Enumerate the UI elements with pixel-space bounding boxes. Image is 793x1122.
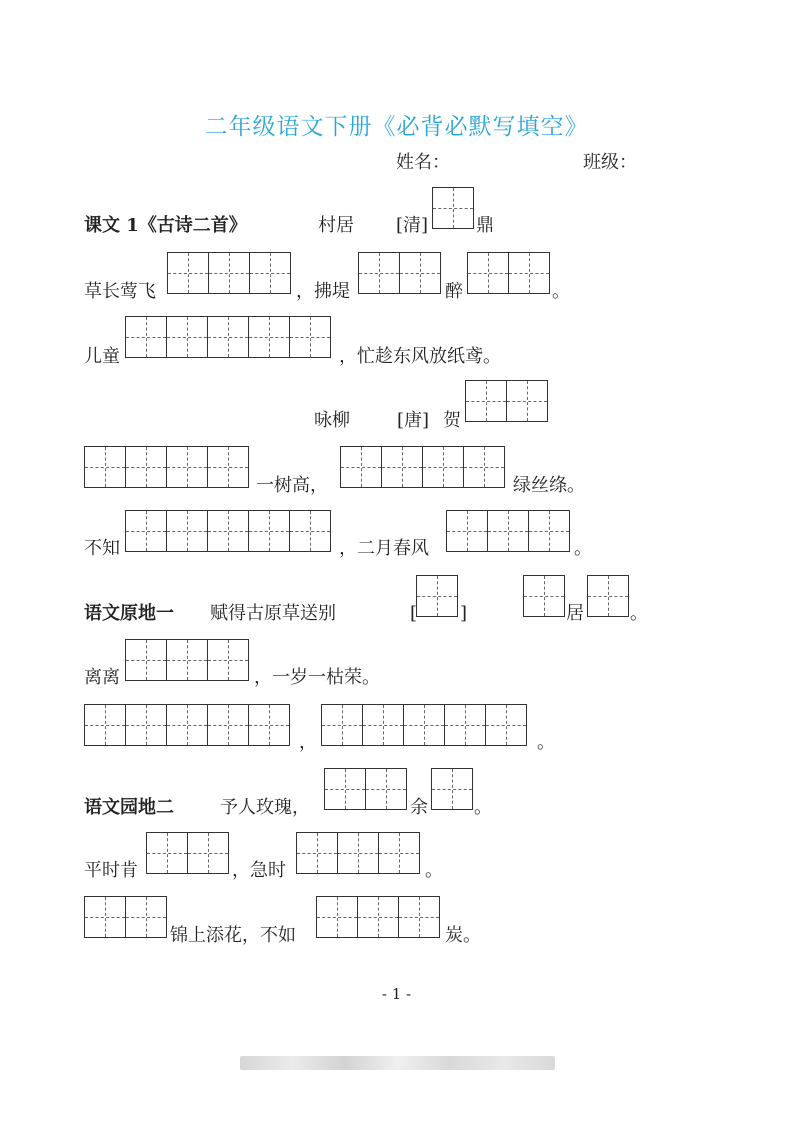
class-label: 班级： [583,152,637,173]
line-text: 。 [474,797,492,818]
blank-grid[interactable] [84,704,290,746]
blank-cell[interactable] [431,768,473,810]
blank-cell[interactable] [507,380,548,422]
blank-cell[interactable] [399,896,440,938]
page-title: 二年级语文下册《必背必默写填空》 [204,114,589,140]
blank-grid[interactable] [316,896,440,938]
blank-cell[interactable] [188,832,229,874]
blank-grid[interactable] [416,575,458,617]
line-text: 炭。 [445,925,481,946]
blank-cell[interactable] [126,704,167,746]
poem-title-fude: 赋得古原草送别 [210,603,336,624]
line-text: 草长莺飞 [84,281,156,302]
blank-cell[interactable] [249,316,290,358]
blank-grid[interactable] [84,446,249,488]
blank-grid[interactable] [467,252,550,294]
dynasty-tang: [唐] [397,410,430,431]
line-text: 锦上添花，不如 [170,925,296,946]
blank-cell[interactable] [488,510,529,552]
blank-cell[interactable] [290,510,331,552]
line-text: ，忙趁东风放纸鸢。 [339,346,501,367]
blank-cell[interactable] [167,510,208,552]
blank-grid[interactable] [432,187,474,229]
blank-cell[interactable] [382,446,423,488]
blank-cell[interactable] [125,639,167,681]
section-heading-3: 语文园地二 [84,797,174,818]
blank-grid[interactable] [84,896,167,938]
section-heading-1: 课文 1《古诗二首》 [84,215,247,236]
line-text: 。 [537,732,555,753]
line-text: 平时肯 [84,860,138,881]
blank-cell[interactable] [404,704,445,746]
blank-cell[interactable] [167,316,208,358]
blank-cell[interactable] [84,704,126,746]
dynasty-qing: [清] [396,215,429,236]
blank-cell[interactable] [509,252,550,294]
author-head: 贺 [443,410,461,431]
blank-cell[interactable] [208,639,249,681]
blank-cell[interactable] [486,704,527,746]
blank-grid[interactable] [125,316,331,358]
section-heading-2: 语文原地一 [84,603,174,624]
blank-cell[interactable] [208,316,249,358]
blank-cell[interactable] [324,768,366,810]
blank-cell[interactable] [423,446,464,488]
page-number: - 1 - [381,985,412,1003]
line-text: 。 [630,603,648,624]
name-label: 姓名： [396,152,450,173]
blank-grid[interactable] [125,510,331,552]
line-text: 离离 [84,667,120,688]
blank-grid[interactable] [167,252,291,294]
blank-grid[interactable] [146,832,229,874]
blank-cell[interactable] [249,704,290,746]
author-tail-ju: 居 [566,603,584,624]
line-text: 。 [552,281,570,302]
blank-cell[interactable] [400,252,441,294]
line-text: 余 [410,797,428,818]
blank-cell[interactable] [84,446,126,488]
blank-cell[interactable] [146,832,188,874]
blank-cell[interactable] [316,896,358,938]
blank-cell[interactable] [167,446,208,488]
line-text: 一树高， [256,475,328,496]
blank-cell[interactable] [529,510,570,552]
blank-cell[interactable] [587,575,629,617]
blank-cell[interactable] [321,704,363,746]
blank-grid[interactable] [587,575,629,617]
blank-cell[interactable] [446,510,488,552]
line-text: ，拂堤 [296,281,350,302]
line-text: ，二月春风 [339,538,429,559]
line-text: 醉 [445,281,463,302]
line-text: 儿童 [84,346,120,367]
blank-cell[interactable] [125,316,167,358]
blank-cell[interactable] [126,896,167,938]
blank-cell[interactable] [467,252,509,294]
line-text: ，一岁一枯荣。 [254,667,380,688]
blank-cell[interactable] [249,510,290,552]
blank-cell[interactable] [464,446,505,488]
blank-grid[interactable] [296,832,420,874]
blank-cell[interactable] [432,187,474,229]
line-text: ， [299,732,317,753]
author-tail: 鼎 [476,215,494,236]
blank-cell[interactable] [340,446,382,488]
line-text: 。 [425,860,443,881]
blank-cell[interactable] [126,446,167,488]
blank-cell[interactable] [208,704,249,746]
blank-grid[interactable] [321,704,527,746]
blank-cell[interactable] [84,896,126,938]
footer-watermark-bar [240,1056,555,1070]
blank-grid[interactable] [431,768,473,810]
blank-grid[interactable] [125,639,249,681]
blank-cell[interactable] [363,704,404,746]
blank-cell[interactable] [167,704,208,746]
poem-title-cunju: 村居 [318,215,354,236]
blank-grid[interactable] [446,510,570,552]
line-text: 不知 [84,538,120,559]
blank-grid[interactable] [465,380,548,422]
blank-grid[interactable] [324,768,407,810]
blank-cell[interactable] [208,446,249,488]
blank-cell[interactable] [445,704,486,746]
poem-title-yongliu: 咏柳 [314,410,350,431]
blank-cell[interactable] [338,832,379,874]
blank-cell[interactable] [366,768,407,810]
bracket-close: ] [460,603,468,624]
blank-grid[interactable] [523,575,565,617]
blank-cell[interactable] [167,252,209,294]
blank-cell[interactable] [209,252,250,294]
line-text: 予人玫瑰， [220,797,310,818]
blank-cell[interactable] [358,896,399,938]
blank-grid[interactable] [358,252,441,294]
blank-cell[interactable] [125,510,167,552]
blank-grid[interactable] [340,446,505,488]
blank-cell[interactable] [208,510,249,552]
bracket-open: [ [410,603,418,624]
blank-cell[interactable] [290,316,331,358]
blank-cell[interactable] [379,832,420,874]
line-text: ，急时 [232,860,286,881]
blank-cell[interactable] [523,575,565,617]
line-text: 绿丝绦。 [513,475,585,496]
blank-cell[interactable] [465,380,507,422]
blank-cell[interactable] [358,252,400,294]
blank-cell[interactable] [250,252,291,294]
blank-cell[interactable] [167,639,208,681]
line-text: 。 [574,538,592,559]
blank-cell[interactable] [416,575,458,617]
blank-cell[interactable] [296,832,338,874]
